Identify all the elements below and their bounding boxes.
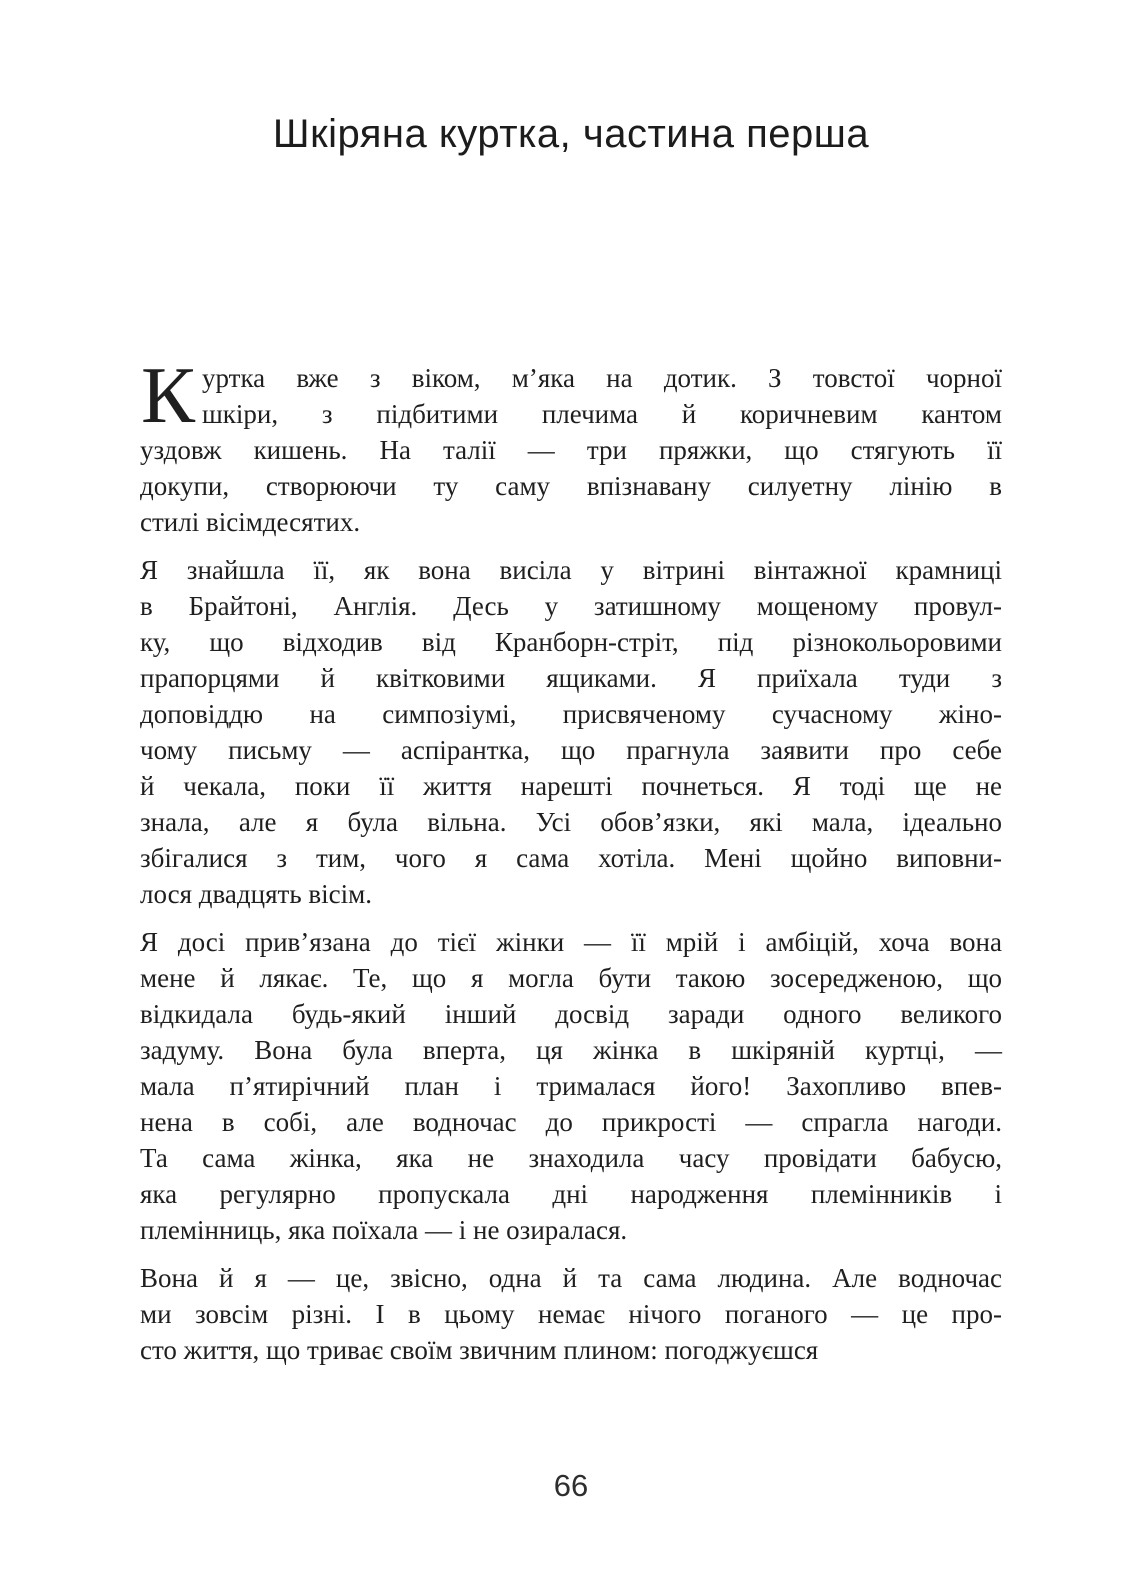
text-line: нена в собі, але водночас до прикрості — спрагла нагоди. (140, 1107, 1002, 1137)
text-line: чому письму — аспірантка, що прагнула заявити про себе (140, 735, 1002, 765)
text-line: збігалися з тим, чого я сама хотіла. Мені щойно виповни- (140, 843, 1002, 873)
text-line: ку, що відходив від Кранборн-стріт, під різнокольоровими (140, 627, 1002, 657)
page-number: 66 (553, 1468, 589, 1503)
text-line: доповіддю на симпозіумі, присвяченому сучасному жіно- (140, 699, 1002, 729)
text-line: яка регулярно пропускала дні народження племінників і (140, 1179, 1002, 1209)
text-line: шкіри, з підбитими плечима й коричневим кантом (202, 399, 1002, 429)
text-line: лося двадцять вісім. (140, 879, 372, 909)
text-line: задуму. Вона була вперта, ця жінка в шкіряній куртці, — (140, 1035, 1002, 1065)
paragraph (140, 1260, 1002, 1368)
text-line: Вона й я — це, звісно, одна й та сама людина. Але водночас (140, 1263, 1002, 1293)
text-line: уртка вже з віком, м’яка на дотик. З товстої чорної (202, 363, 1002, 393)
text-line: прапорцями й квітковими ящиками. Я приїхала туди з (140, 663, 1002, 693)
text-line: в Брайтоні, Англія. Десь у затишному мощеному провул- (140, 591, 1002, 621)
chapter-title: Шкіряна куртка, частина перша (272, 112, 870, 156)
text-line: Я досі прив’язана до тієї жінки — її мрій і амбіцій, хоча вона (140, 927, 1002, 957)
text-line: уздовж кишень. На талії — три пряжки, що стягують її (140, 435, 1002, 465)
paragraph (140, 924, 1002, 1248)
text-line: ми зовсім різні. І в цьому немає нічого поганого — це про- (140, 1299, 1002, 1329)
text-line: відкидала будь-який інший досвід заради одного великого (140, 999, 1002, 1029)
text-block (140, 350, 1002, 1368)
text-line: мене й лякає. Те, що я могла бути такою зосередженою, що (140, 963, 1002, 993)
paragraph (140, 350, 1002, 540)
drop-cap: К (141, 350, 196, 440)
text-line: сто життя, що триває своїм звичним плином: погоджуєшся (140, 1335, 819, 1365)
paragraph (140, 552, 1002, 912)
text-line: стилі вісімдесятих. (140, 507, 361, 537)
text-line: Та сама жінка, яка не знаходила часу провідати бабусю, (140, 1143, 1002, 1173)
text-line: докупи, створюючи ту саму впізнавану силуетну лінію в (140, 471, 1002, 501)
text-line: Я знайшла її, як вона висіла у вітрині вінтажної крамниці (140, 555, 1002, 585)
text-line: й чекала, поки її життя нарешті почнеться. Я тоді ще не (140, 771, 1002, 801)
text-line: племінниць, яка поїхала — і не озиралася. (140, 1215, 628, 1245)
text-line: знала, але я була вільна. Усі обов’язки, які мала, ідеально (140, 807, 1002, 837)
text-line: мала п’ятирічний план і трималася його! Захопливо впев- (140, 1071, 1002, 1101)
